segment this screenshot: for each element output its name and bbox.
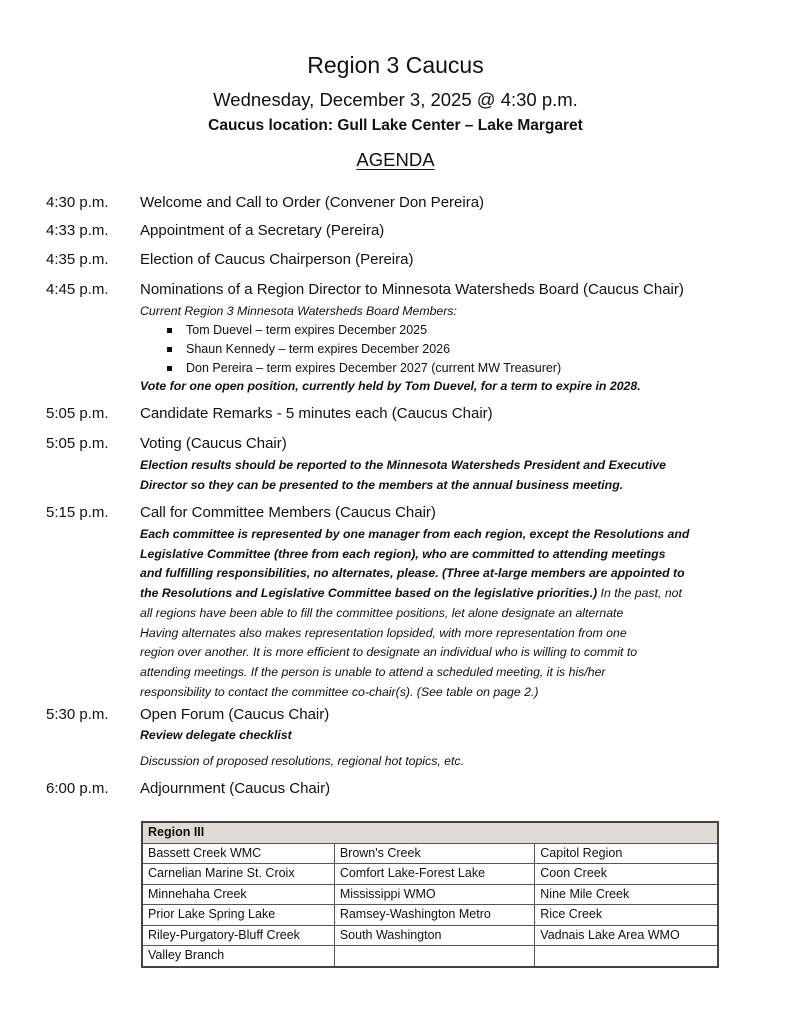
agenda-title: Adjournment (Caucus Chair) <box>140 780 331 797</box>
election-note <box>140 456 740 495</box>
agenda-heading <box>0 148 791 172</box>
board-member-text: Shaun Kennedy – term expires December 2026 <box>186 342 451 356</box>
table-cell: Carnelian Marine St. Croix <box>142 864 334 885</box>
table-cell: Coon Creek <box>535 864 718 885</box>
committee-note <box>140 525 740 702</box>
region-table <box>141 821 719 968</box>
election-note-line: Director so they can be presented to the members at the annual business meeting. <box>140 477 624 492</box>
board-members-label: Current Region 3 Minnesota Watersheds Board Members: <box>140 304 457 318</box>
table-header: Region III <box>142 822 718 843</box>
committee-note-line: attending meetings. If the person is unable to attend a scheduled meeting, it is his/her <box>140 664 606 679</box>
page-title: Region 3 Caucus <box>307 52 484 78</box>
table-cell: Mississippi WMO <box>334 884 534 905</box>
agenda-time: 4:45 p.m. <box>46 281 109 298</box>
agenda-time: 5:15 p.m. <box>46 504 109 521</box>
table-cell: Valley Branch <box>142 946 334 967</box>
agenda-time: 5:05 p.m. <box>46 405 109 422</box>
table-row <box>142 843 718 864</box>
table-row <box>142 884 718 905</box>
table-cell: Bassett Creek WMC <box>142 843 334 864</box>
board-members-list <box>140 321 561 378</box>
table-cell: Rice Creek <box>535 905 718 926</box>
committee-note-line: Having alternates also makes representation lopsided, with more representation from one <box>140 625 627 640</box>
agenda-time: 4:33 p.m. <box>46 222 109 239</box>
bullet-icon <box>167 366 172 371</box>
board-member <box>140 359 561 378</box>
agenda-title: Open Forum (Caucus Chair) <box>140 706 330 723</box>
table-cell: Vadnais Lake Area WMO <box>535 925 718 946</box>
meeting-location: Caucus location: Gull Lake Center – Lake Margaret <box>208 117 583 134</box>
table-cell: Minnehaha Creek <box>142 884 334 905</box>
discussion-note: Discussion of proposed resolutions, regional hot topics, etc. <box>140 754 464 768</box>
committee-note-line: Each committee is represented by one manager from each region, except the Resolutions and <box>140 527 690 541</box>
table-cell: Ramsey-Washington Metro <box>334 905 534 926</box>
table-row <box>142 946 718 967</box>
table-cell <box>535 946 718 967</box>
agenda-time: 5:05 p.m. <box>46 435 109 452</box>
bullet-icon <box>167 347 172 352</box>
table-row <box>142 905 718 926</box>
agenda-title: Call for Committee Members (Caucus Chair) <box>140 504 436 521</box>
table-cell: Riley-Purgatory-Bluff Creek <box>142 925 334 946</box>
agenda-time: 5:30 p.m. <box>46 706 109 723</box>
board-member-text: Don Pereira – term expires December 2027 (current MW Treasurer) <box>186 361 562 375</box>
committee-note-line: responsibility to contact the committee co-chair(s). (See table on page 2.) <box>140 684 539 699</box>
agenda-title: Candidate Remarks - 5 minutes each (Caucus Chair) <box>140 405 493 422</box>
agenda-title: Appointment of a Secretary (Pereira) <box>140 222 385 239</box>
table-cell: Nine Mile Creek <box>535 884 718 905</box>
table-cell: Brown's Creek <box>334 843 534 864</box>
table-cell: Prior Lake Spring Lake <box>142 905 334 926</box>
committee-note-line <box>140 584 740 604</box>
agenda-title: Voting (Caucus Chair) <box>140 435 287 452</box>
delegate-checklist-note: Review delegate checklist <box>140 728 292 742</box>
board-member <box>140 321 561 340</box>
committee-note-line: region over another. It is more efficient to designate an individual who is willing to commit to <box>140 645 638 660</box>
committee-note-italic: In the past, not <box>597 586 682 601</box>
agenda-title: Election of Caucus Chairperson (Pereira) <box>140 251 414 268</box>
agenda-time: 4:35 p.m. <box>46 251 109 268</box>
board-member-text: Tom Duevel – term expires December 2025 <box>186 323 428 337</box>
agenda-time: 4:30 p.m. <box>46 194 109 211</box>
vote-note: Vote for one open position, currently held by Tom Duevel, for a term to expire in 2028. <box>140 379 641 393</box>
bullet-icon <box>167 328 172 333</box>
table-header-row <box>142 822 718 843</box>
meeting-datetime: Wednesday, December 3, 2025 @ 4:30 p.m. <box>213 89 578 110</box>
table-cell: Capitol Region <box>535 843 718 864</box>
committee-note-line: and fulfilling responsibilities, no alternates, please. (Three at-large members are appointed to <box>140 566 685 581</box>
table-row <box>142 925 718 946</box>
election-note-line: Election results should be reported to the Minnesota Watersheds President and Executive <box>140 458 666 472</box>
agenda-title: Welcome and Call to Order (Convener Don Pereira) <box>140 194 485 211</box>
agenda-title: Nominations of a Region Director to Minnesota Watersheds Board (Caucus Chair) <box>140 281 684 298</box>
committee-note-line: all regions have been able to fill the committee positions, let alone designate an alternate <box>140 605 624 620</box>
committee-note-bold: the Resolutions and Legislative Committee based on the legislative priorities.) <box>140 586 598 601</box>
agenda-time: 6:00 p.m. <box>46 780 109 797</box>
agenda-heading-text: AGENDA <box>356 149 435 170</box>
table-cell: South Washington <box>334 925 534 946</box>
table-cell: Comfort Lake-Forest Lake <box>334 864 534 885</box>
table-cell <box>334 946 534 967</box>
committee-note-line: Legislative Committee (three from each region), who are committed to attending meetings <box>140 546 666 561</box>
table-row <box>142 864 718 885</box>
board-member <box>140 340 561 359</box>
